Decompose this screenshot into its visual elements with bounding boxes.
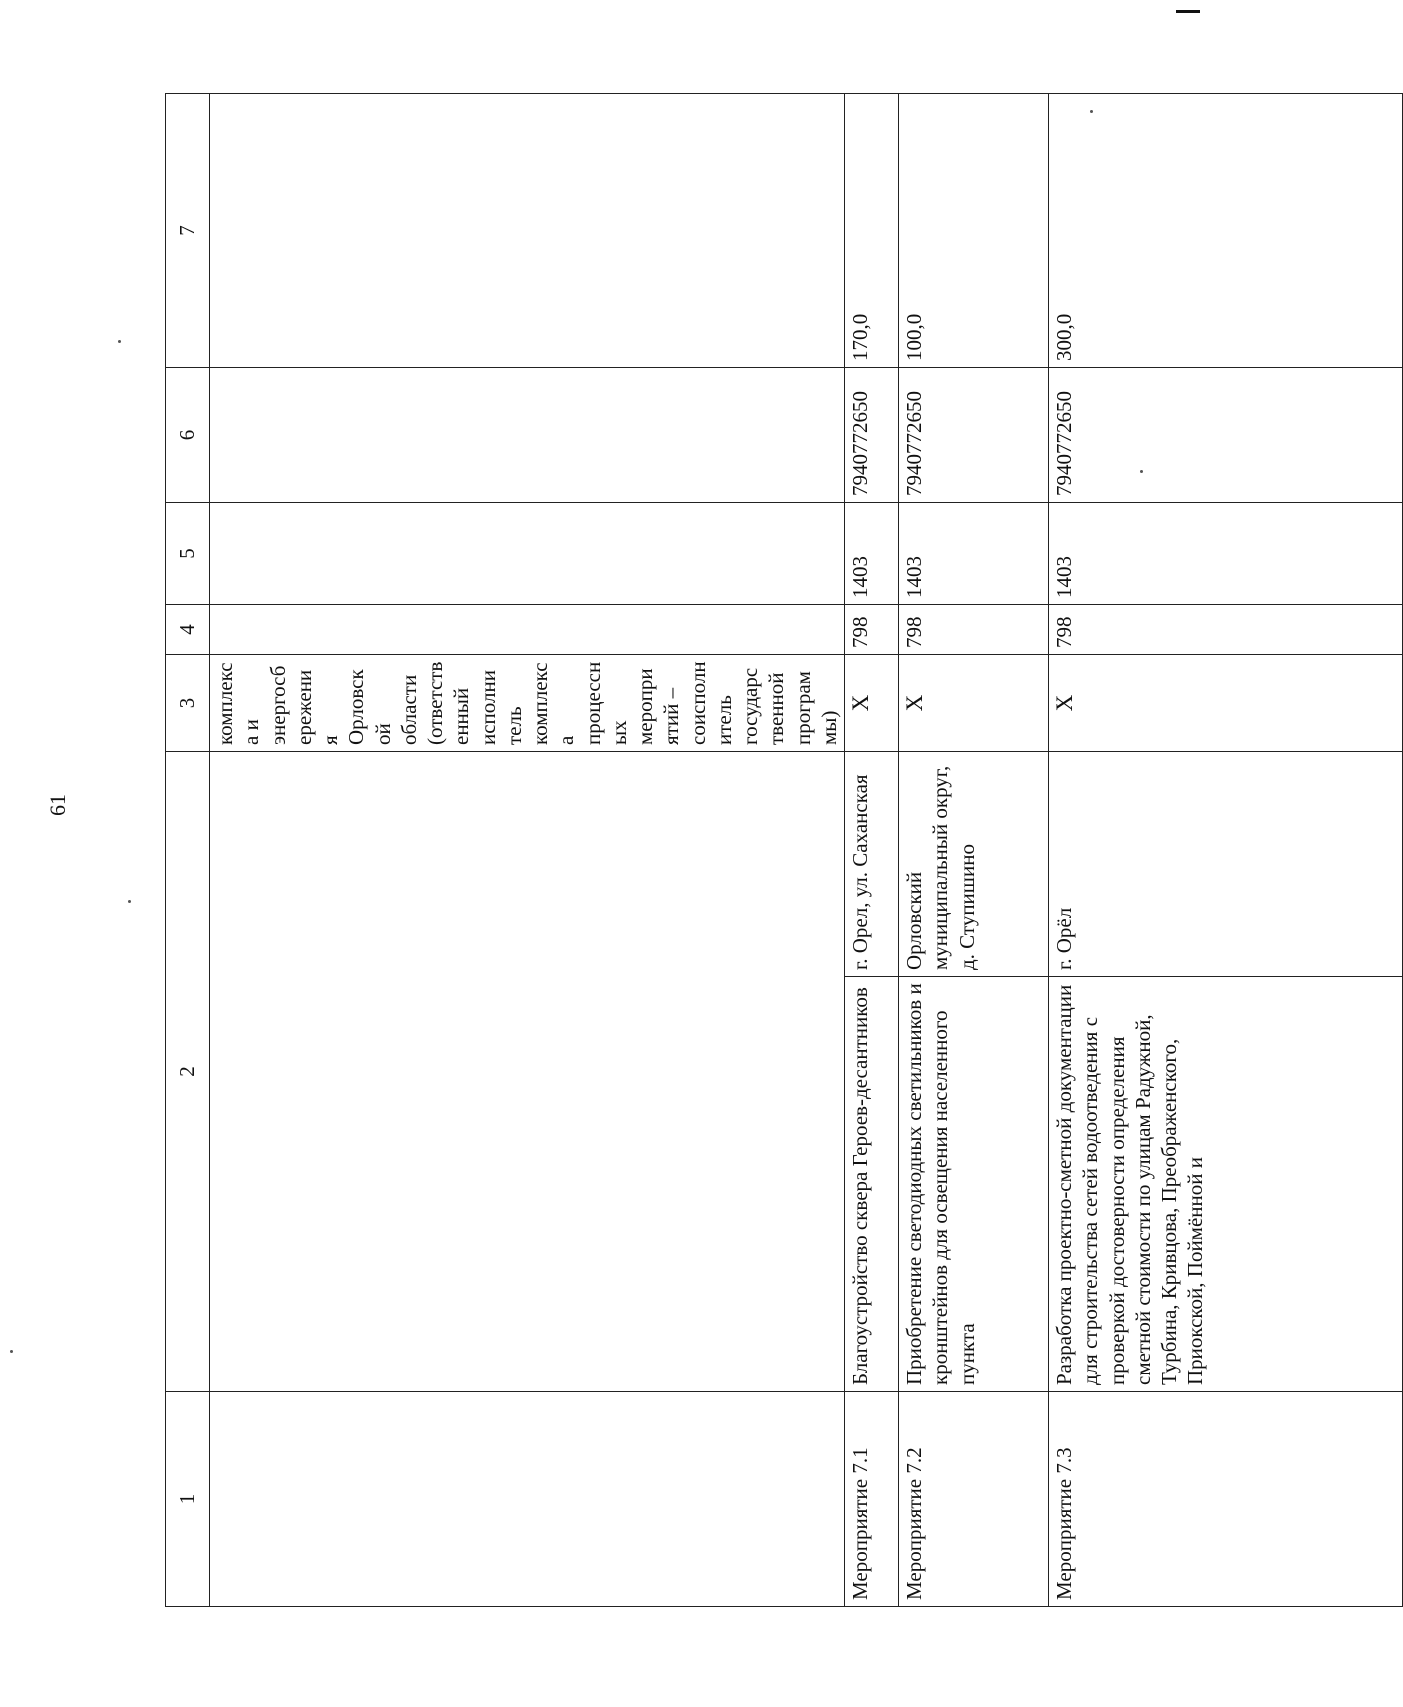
program-table [165, 93, 1403, 1607]
measure-grbs: 798 [899, 605, 1049, 655]
measure-id: Мероприятие 7.1 [845, 1392, 899, 1607]
rotated-table-container [165, 94, 1208, 1607]
measure-responsible: Х [899, 655, 1049, 752]
cell-empty [210, 94, 845, 368]
table-row [899, 94, 1049, 1607]
page-number: 61 [45, 794, 70, 816]
column-number-4: 4 [166, 605, 210, 655]
measure-rzpr: 1403 [845, 503, 899, 605]
measure-rzpr: 1403 [899, 503, 1049, 605]
cell-empty [210, 1392, 845, 1607]
measure-amount: 300,0 [1049, 94, 1403, 368]
measure-location: г. Орел, ул. Саханская [845, 752, 899, 977]
cell-empty [210, 605, 845, 655]
measure-csr: 7940772650 [899, 368, 1049, 503]
measure-csr: 7940772650 [845, 368, 899, 503]
measure-rzpr: 1403 [1049, 503, 1403, 605]
column-number-1: 1 [166, 1392, 210, 1607]
column-number-2: 2 [166, 752, 210, 1392]
column-number-7: 7 [166, 94, 210, 368]
column-number-5: 5 [166, 503, 210, 605]
measure-csr: 7940772650 [1049, 368, 1403, 503]
measure-location: Орловский муниципальный округ, д. Ступишино [899, 752, 1049, 977]
measure-amount: 170,0 [845, 94, 899, 368]
measure-name: Разработка проектно-сметной документации для строительства сетей водоотведения с проверкой достоверности определения сметной стоимости по улицам Радужной, Турбина, Кривцова, Преображенского, Приокской, Поймённой и [1049, 977, 1403, 1392]
column-number-row [166, 94, 210, 1607]
measure-grbs: 798 [1049, 605, 1403, 655]
scan-speck [118, 340, 121, 343]
measure-responsible: Х [845, 655, 899, 752]
measure-name: Приобретение светодиодных светильников и кронштейнов для освещения населенного пункта [899, 977, 1049, 1392]
cell-empty [210, 368, 845, 503]
continuation-row [210, 94, 845, 1607]
scan-edge-mark [1176, 10, 1200, 13]
measure-location: г. Орёл [1049, 752, 1403, 977]
measure-id: Мероприятие 7.3 [1049, 1392, 1403, 1607]
measure-grbs: 798 [845, 605, 899, 655]
measure-amount: 100,0 [899, 94, 1049, 368]
table-row [1049, 94, 1403, 1607]
scan-speck [10, 1350, 13, 1353]
measure-responsible: Х [1049, 655, 1403, 752]
continuation-responsible: комплекса и энергосбережения Орловской области (ответственный исполнитель комплекса процессных мероприятий – соисполнитель государственной программы) [210, 655, 845, 752]
measure-name: Благоустройство сквера Героев-десантников [845, 977, 899, 1392]
scan-speck [128, 900, 131, 903]
cell-empty [210, 752, 845, 1392]
cell-empty [210, 503, 845, 605]
measure-id: Мероприятие 7.2 [899, 1392, 1049, 1607]
table-row [845, 94, 899, 1607]
column-number-6: 6 [166, 368, 210, 503]
column-number-3: 3 [166, 655, 210, 752]
